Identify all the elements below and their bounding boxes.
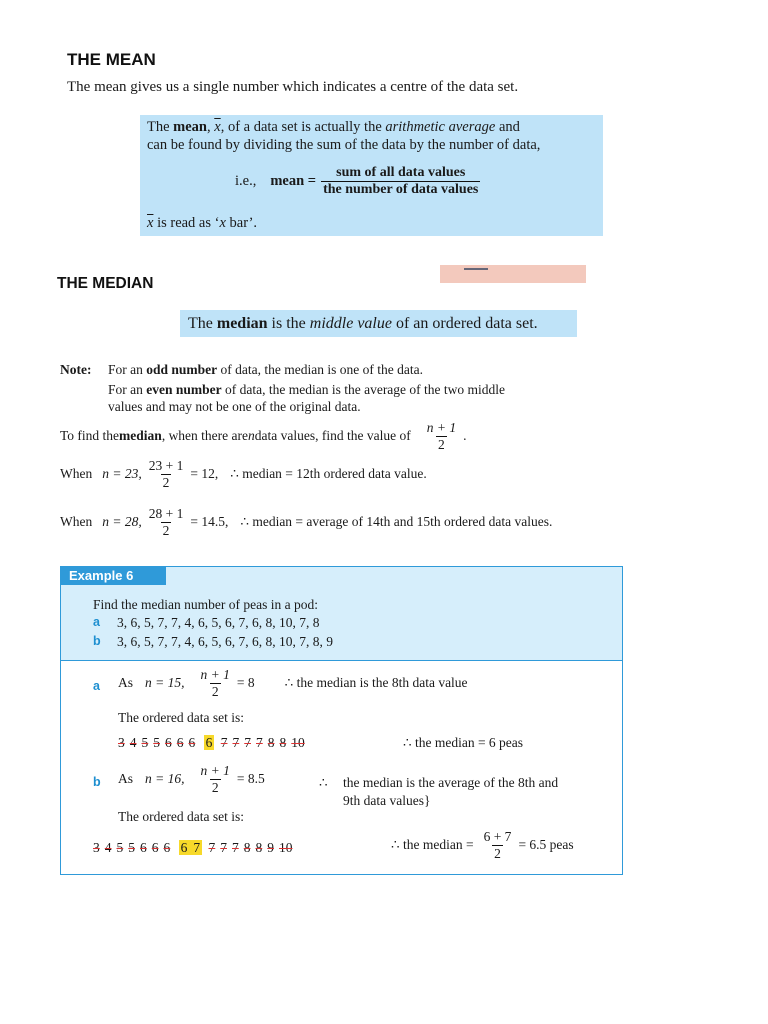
solution-a-calc bbox=[118, 667, 468, 699]
text: The bbox=[188, 315, 217, 332]
seq-value: 8 bbox=[243, 840, 251, 855]
text: The bbox=[147, 119, 174, 135]
example-divider bbox=[61, 660, 622, 661]
seq-value: 6 bbox=[140, 840, 147, 855]
text: ∴ median = average of 14th and 15th ordered data values. bbox=[240, 514, 553, 530]
seq-crossed-low bbox=[93, 840, 175, 855]
median-definition-box bbox=[180, 310, 577, 337]
seq-value: 3 bbox=[118, 735, 125, 750]
solution-a-ordered-label: The ordered data set is: bbox=[118, 710, 244, 725]
text: , bbox=[207, 119, 215, 135]
text: = 8 bbox=[236, 675, 255, 691]
text: = 6.5 peas bbox=[518, 837, 574, 853]
seq-value: 7 bbox=[220, 840, 227, 855]
text: median bbox=[119, 428, 162, 444]
text: n bbox=[248, 428, 255, 444]
fraction bbox=[482, 829, 514, 861]
seq-value: 7 bbox=[232, 735, 240, 750]
text: x bbox=[219, 215, 226, 231]
mean-term: mean bbox=[173, 119, 208, 135]
mean-equals: mean = bbox=[270, 173, 317, 190]
part-a-label: a bbox=[93, 615, 100, 629]
mean-fraction bbox=[321, 165, 480, 198]
xbar-read-note bbox=[147, 215, 257, 232]
example-6-box bbox=[60, 566, 623, 875]
solution-b-label: b bbox=[93, 775, 101, 789]
text: n = 16, bbox=[145, 771, 185, 787]
xbar-symbol: $\overline{x}$ bbox=[214, 119, 221, 135]
text: , when there are bbox=[161, 428, 249, 444]
fraction-denominator: 2 bbox=[494, 845, 501, 861]
text: even number bbox=[146, 382, 222, 397]
seq-value: 5 bbox=[128, 840, 135, 855]
strip-mark bbox=[464, 268, 488, 270]
text: When bbox=[60, 514, 93, 530]
fraction-denominator: 2 bbox=[162, 522, 170, 538]
text: As bbox=[118, 771, 134, 787]
seq-value: 4 bbox=[129, 735, 137, 750]
fraction-numerator: n + 1 bbox=[200, 763, 230, 778]
fraction-denominator: 2 bbox=[211, 779, 219, 795]
seq-value: 6 bbox=[165, 735, 172, 750]
solution-a-sequence bbox=[118, 735, 305, 751]
mean-def-line1 bbox=[147, 119, 520, 136]
seq-value: 6 bbox=[180, 840, 188, 855]
text: To find the bbox=[60, 428, 120, 444]
text: middle value bbox=[309, 315, 392, 332]
seq-value: 6 bbox=[163, 840, 171, 855]
seq-value: 5 bbox=[141, 735, 149, 750]
seq-value: 8 bbox=[255, 840, 263, 855]
median-example-n23 bbox=[60, 458, 427, 490]
fraction-numerator: n + 1 bbox=[200, 667, 230, 682]
note-line1 bbox=[108, 362, 423, 378]
seq-value: 5 bbox=[153, 735, 160, 750]
solution-a-label: a bbox=[93, 679, 100, 693]
fraction-denominator: the number of data values bbox=[323, 182, 479, 198]
seq-crossed-high bbox=[209, 840, 293, 855]
text: n = 28, bbox=[102, 514, 142, 530]
text: , of a data set is actually the bbox=[220, 119, 386, 135]
part-b-data: 3, 6, 5, 7, 7, 4, 6, 5, 6, 7, 6, 8, 10, 7, 8, 9 bbox=[117, 634, 333, 649]
solution-b-result bbox=[391, 829, 574, 861]
text: bar’. bbox=[225, 215, 258, 231]
note-line3: values and may not be one of the original data. bbox=[108, 399, 361, 414]
seq-value: 6 bbox=[188, 735, 196, 750]
median-heading: THE MEDIAN bbox=[57, 275, 154, 292]
text: and bbox=[495, 119, 520, 135]
solution-b-conclusion-2: 9th data values} bbox=[343, 793, 431, 808]
seq-value: 8 bbox=[279, 735, 287, 750]
text: of an ordered data set. bbox=[391, 315, 538, 332]
seq-value: 7 bbox=[244, 735, 251, 750]
part-b-label: b bbox=[93, 634, 101, 648]
mean-intro: The mean gives us a single number which indicates a centre of the data set. bbox=[67, 79, 519, 95]
mean-definition-box bbox=[140, 115, 603, 236]
text: is read as ‘ bbox=[153, 215, 220, 231]
note-line2 bbox=[108, 382, 505, 398]
text: ∴ the median = bbox=[391, 837, 474, 853]
text: n = 15, bbox=[145, 675, 185, 691]
fraction bbox=[147, 506, 186, 538]
seq-value: 10 bbox=[291, 735, 305, 750]
fraction-numerator: n + 1 bbox=[426, 420, 457, 435]
solution-b-ordered-label: The ordered data set is: bbox=[118, 809, 244, 824]
median-value-highlight: 6 bbox=[205, 735, 213, 750]
solution-b-calc bbox=[118, 763, 265, 795]
seq-value: 4 bbox=[104, 840, 112, 855]
fraction-denominator: 2 bbox=[211, 683, 219, 699]
ie-label: i.e., bbox=[235, 173, 257, 190]
mean-heading: THE MEAN bbox=[67, 50, 156, 69]
seq-crossed-low bbox=[118, 735, 200, 750]
seq-value: 5 bbox=[116, 840, 124, 855]
text: ∴ the median is the 8th data value bbox=[284, 675, 468, 691]
text: = 14.5, bbox=[190, 514, 229, 530]
seq-value: 7 bbox=[232, 840, 239, 855]
seq-value: 6 bbox=[176, 735, 184, 750]
n-plus-1-over-2 bbox=[425, 420, 458, 452]
seq-crossed-high bbox=[221, 735, 305, 750]
fraction-numerator: sum of all data values bbox=[336, 165, 466, 180]
seq-value: 10 bbox=[279, 840, 293, 855]
solution-a-result: ∴ the median = 6 peas bbox=[403, 735, 524, 750]
median-example-n28 bbox=[60, 506, 552, 538]
text: is the bbox=[267, 315, 310, 332]
text: = 8.5 bbox=[236, 771, 265, 787]
text: When bbox=[60, 466, 93, 482]
note-label: Note: bbox=[60, 362, 92, 377]
text: ∴ median = 12th ordered data value. bbox=[230, 466, 427, 482]
text: For an bbox=[108, 362, 147, 377]
fraction-denominator: 2 bbox=[438, 436, 445, 452]
fraction-denominator: 2 bbox=[162, 474, 170, 490]
median-values-highlight bbox=[179, 840, 203, 855]
seq-value: 7 bbox=[208, 840, 216, 855]
solution-b-conclusion-1: the median is the average of the 8th and bbox=[343, 775, 559, 790]
text: data values, find the value of bbox=[254, 428, 411, 444]
fraction bbox=[147, 458, 186, 490]
text: arithmetic average bbox=[385, 119, 496, 135]
fraction bbox=[199, 763, 232, 795]
text: odd number bbox=[146, 362, 218, 377]
xbar-symbol: $\overline{x}$ bbox=[147, 215, 154, 231]
text: n = 23, bbox=[102, 466, 142, 482]
mean-formula bbox=[235, 165, 485, 198]
example-question: Find the median number of peas in a pod: bbox=[93, 597, 318, 612]
mean-def-line2: can be found by dividing the sum of the data by the number of data, bbox=[147, 137, 541, 153]
fraction-numerator: 6 + 7 bbox=[483, 829, 512, 844]
seq-value: 8 bbox=[267, 735, 275, 750]
text: of data, the median is the average of the two middle bbox=[221, 382, 506, 397]
text: As bbox=[118, 675, 134, 691]
decorative-strip bbox=[440, 265, 586, 283]
text: = 12, bbox=[190, 466, 219, 482]
fraction-numerator: 28 + 1 bbox=[148, 506, 184, 521]
part-a-data: 3, 6, 5, 7, 7, 4, 6, 5, 6, 7, 6, 8, 10, 7, 8 bbox=[117, 615, 320, 630]
fraction bbox=[199, 667, 232, 699]
seq-value: 3 bbox=[93, 840, 100, 855]
median-term: median bbox=[216, 315, 268, 332]
example-tag: Example 6 bbox=[61, 567, 166, 585]
seq-value: 7 bbox=[220, 735, 228, 750]
solution-b-sequence bbox=[93, 840, 293, 856]
seq-value: 6 bbox=[151, 840, 159, 855]
therefore-symbol: ∴ bbox=[319, 775, 328, 790]
text: For an bbox=[108, 382, 147, 397]
find-median-rule: To find the median , when there are n data values, find the value of $\frac{n + 1}{2}$ . bbox=[60, 420, 467, 452]
seq-value: 9 bbox=[267, 840, 274, 855]
seq-value: 7 bbox=[256, 735, 263, 750]
fraction-numerator: 23 + 1 bbox=[148, 458, 184, 473]
text: of data, the median is one of the data. bbox=[217, 362, 423, 377]
seq-value: 7 bbox=[193, 840, 201, 855]
